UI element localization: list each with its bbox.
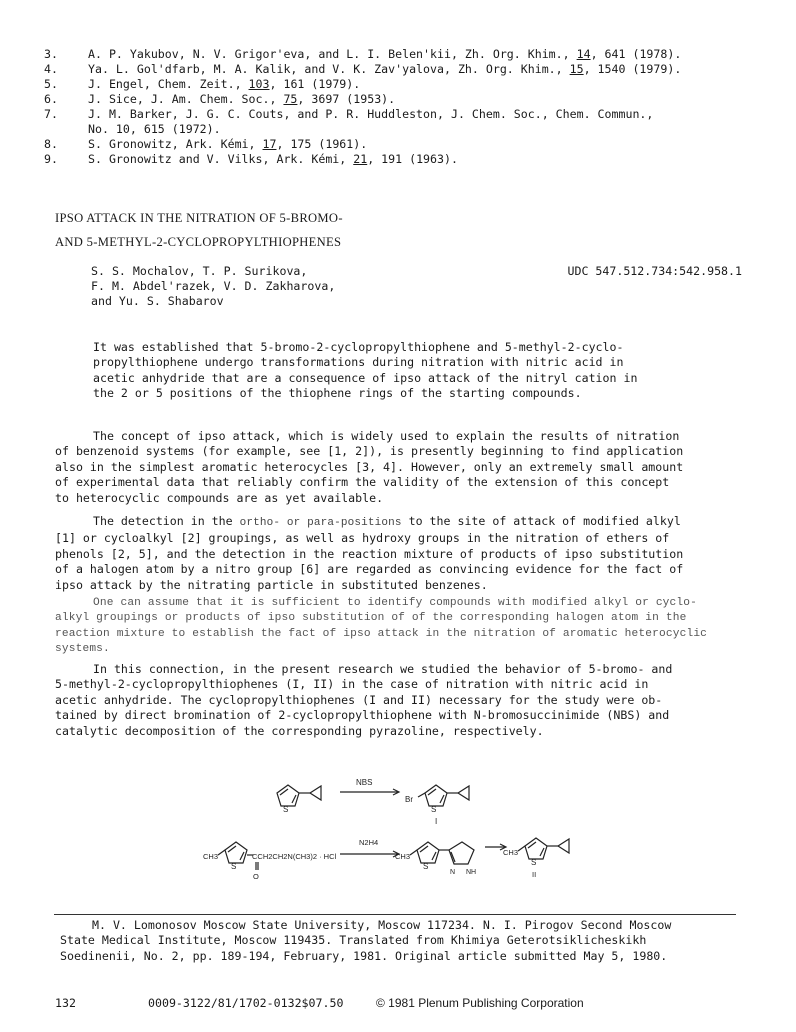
compound-label-II: II: [532, 870, 537, 879]
arrow-nbs: [340, 778, 399, 795]
reference-number: 9.: [44, 152, 58, 166]
reference-item: [44, 92, 395, 107]
abstract-line: It was established that 5-bromo-2-cyclopropylthiophene and 5-methyl-2-cyclo-: [93, 340, 624, 354]
body-line: of benzenoid systems (for example, see [1, 2]), is presently beginning to find application: [55, 444, 684, 459]
reference-item: [44, 77, 360, 92]
sulfur-label: S: [531, 858, 537, 867]
reference-volume: 17: [262, 137, 277, 151]
nh-label: NH: [466, 869, 477, 876]
footnote-line: Soedinenii, No. 2, pp. 189-194, February, 1981. Original article submitted May 5, 1980.: [60, 948, 668, 963]
article-title-line-2: AND 5-METHYL-2-CYCLOPROPYLTHIOPHENES: [55, 235, 342, 249]
paragraph-1: [55, 429, 683, 506]
article-title-line-1: IPSO ATTACK IN THE NITRATION OF 5-BROMO-: [55, 211, 343, 225]
body-line: In this connection, in the present research we studied the behavior of 5-bromo- and: [93, 662, 673, 676]
body-line: 5-methyl-2-cyclopropylthiophenes (I, II) in the case of nitration with nitric acid in: [55, 677, 649, 692]
molecule-mannich-base: [203, 842, 337, 881]
reference-text: J. Engel, Chem. Zeit.,: [88, 77, 249, 91]
methyl-label: CH3: [203, 852, 219, 861]
reference-continuation: No. 10, 615 (1972).: [88, 122, 221, 136]
reference-text: , 3697 (1953).: [297, 92, 396, 106]
body-line: systems.: [55, 643, 110, 656]
body-text-positions: ortho- or para-positions: [239, 517, 402, 529]
reference-number: 5.: [44, 77, 58, 91]
reference-volume: 21: [353, 152, 368, 166]
molecule-cyclopropylthiophene: [277, 785, 321, 814]
reference-text: , 175 (1961).: [276, 137, 368, 151]
body-line: alkyl groupings or products of ipso substitution of of the corresponding halogen atom in the: [55, 612, 687, 625]
compound-label-I: I: [435, 817, 438, 826]
reference-item: [44, 47, 681, 62]
reference-text: S. Gronowitz and V. Vilks, Ark. Kémi,: [88, 152, 354, 166]
oxygen-label: O: [253, 872, 259, 881]
body-line: acetic anhydride. The cyclopropylthiophenes (I and II) necessary for the study were ob-: [55, 692, 663, 707]
body-line-first: [55, 514, 683, 531]
bromine-label: Br: [405, 795, 413, 804]
body-text: to the site of attack of modified alkyl: [401, 514, 681, 528]
side-chain-label: CCH2CH2N(CH3)2 · HCl: [252, 852, 337, 861]
body-text: The detection in the: [93, 514, 240, 528]
reference-item: [44, 107, 653, 137]
footnote-rule: [54, 914, 736, 915]
molecule-II: [503, 838, 569, 879]
reference-item: [44, 152, 458, 167]
reference-item: [44, 62, 681, 77]
issn-code: 0009-3122/81/1702-0132$07.50: [148, 996, 344, 1010]
paragraph-4: [55, 662, 672, 739]
copyright: © 1981 Plenum Publishing Corporation: [376, 996, 584, 1010]
sulfur-label: S: [431, 805, 437, 814]
body-line: catalytic decomposition of the corresponding pyrazoline, respectively.: [55, 723, 544, 738]
reagent-hydrazine: N2H4: [359, 838, 379, 847]
udc-code: UDC 547.512.734:542.958.1: [567, 264, 742, 278]
body-line: to heterocyclic compounds are as yet available.: [55, 490, 384, 505]
reference-volume: 103: [248, 77, 270, 91]
reference-text: A. P. Yakubov, N. V. Grigor'eva, and L. I. Belen'kii, Zh. Org. Khim.,: [88, 47, 577, 61]
sulfur-label: S: [283, 805, 289, 814]
reference-number: 3.: [44, 47, 58, 61]
body-line: reaction mixture to establish the fact of ipso attack in the nitration of aromatic heterocyclic: [55, 627, 708, 640]
sulfur-label: S: [231, 862, 237, 871]
abstract-line: acetic anhydride that are a consequence of ipso attack of the nitryl cation in: [93, 370, 638, 385]
page-number: 132: [55, 996, 76, 1010]
abstract-line: propylthiophene undergo transformations during nitration with nitric acid in: [93, 355, 624, 370]
molecule-pyrazoline: [395, 842, 476, 876]
abstract-line: the 2 or 5 positions of the thiophene rings of the starting compounds.: [93, 386, 582, 401]
body-line: tained by direct bromination of 2-cyclopropylthiophene with N-bromosuccinimide (NBS) and: [55, 708, 670, 723]
reference-text: , 161 (1979).: [269, 77, 361, 91]
reference-number: 4.: [44, 62, 58, 76]
methyl-label: CH3: [503, 848, 519, 857]
reaction-scheme: [0, 760, 796, 890]
reference-text: S. Gronowitz, Ark. Kémi,: [88, 137, 263, 151]
reference-volume: 15: [569, 62, 584, 76]
body-line: of a halogen atom by a nitro group [6] are regarded as convincing evidence for the fact of: [55, 562, 684, 577]
body-line: also in the simplest aromatic heterocycles [3, 4]. However, only an extremely small amount: [55, 459, 684, 474]
authors-line-2: F. M. Abdel'razek, V. D. Zakharova,: [91, 279, 336, 293]
abstract: [93, 340, 637, 402]
footnote: [60, 918, 671, 964]
authors-line-1: S. S. Mochalov, T. P. Surikova,: [91, 264, 308, 278]
methyl-label: CH3: [395, 852, 411, 861]
body-line: One can assume that it is sufficient to identify compounds with modified alkyl or cyclo-: [93, 597, 697, 609]
arrow-hydrazine: [340, 838, 399, 857]
reference-number: 6.: [44, 92, 58, 106]
reference-volume: 75: [283, 92, 298, 106]
footnote-line: M. V. Lomonosov Moscow State University, Moscow 117234. N. I. Pirogov Second Moscow: [92, 918, 672, 932]
body-line: The concept of ipso attack, which is widely used to explain the results of nitration: [93, 429, 680, 443]
molecule-I: [405, 785, 469, 826]
reference-text: Ya. L. Gol'dfarb, M. A. Kalik, and V. K. Zav'yalova, Zh. Org. Khim.,: [88, 62, 570, 76]
reference-text: , 191 (1963).: [367, 152, 458, 166]
body-line: of experimental data that reliably confirm the validity of the extension of this concept: [55, 475, 670, 490]
body-line: [1] or cycloalkyl [2] groupings, as well as hydroxy groups in the nitration of ethers of: [55, 531, 670, 546]
reference-volume: 14: [576, 47, 591, 61]
reference-text: , 1540 (1979).: [583, 62, 682, 76]
footnote-line: State Medical Institute, Moscow 119435. Translated from Khimiya Geterotsiklicheskikh: [60, 933, 647, 948]
sulfur-label: S: [423, 862, 429, 871]
reference-text: J. Sice, J. Am. Chem. Soc.,: [88, 92, 284, 106]
body-line: ipso attack by the nitrating particle in substituted benzenes.: [55, 577, 488, 592]
reference-number: 7.: [44, 107, 58, 121]
reference-text: J. M. Barker, J. G. C. Couts, and P. R. Huddleston, J. Chem. Soc., Chem. Commun.,: [88, 107, 654, 121]
authors-line-3: and Yu. S. Shabarov: [91, 294, 224, 308]
nitrogen-label: N: [450, 869, 456, 876]
reagent-nbs: NBS: [356, 778, 373, 787]
paragraph-3: [55, 596, 707, 658]
paragraph-2: [55, 514, 683, 593]
reference-number: 8.: [44, 137, 58, 151]
reference-text: , 641 (1978).: [590, 47, 682, 61]
reference-item: [44, 137, 367, 152]
body-line: phenols [2, 5], and the detection in the reaction mixture of products of ipso substitution: [55, 546, 684, 561]
